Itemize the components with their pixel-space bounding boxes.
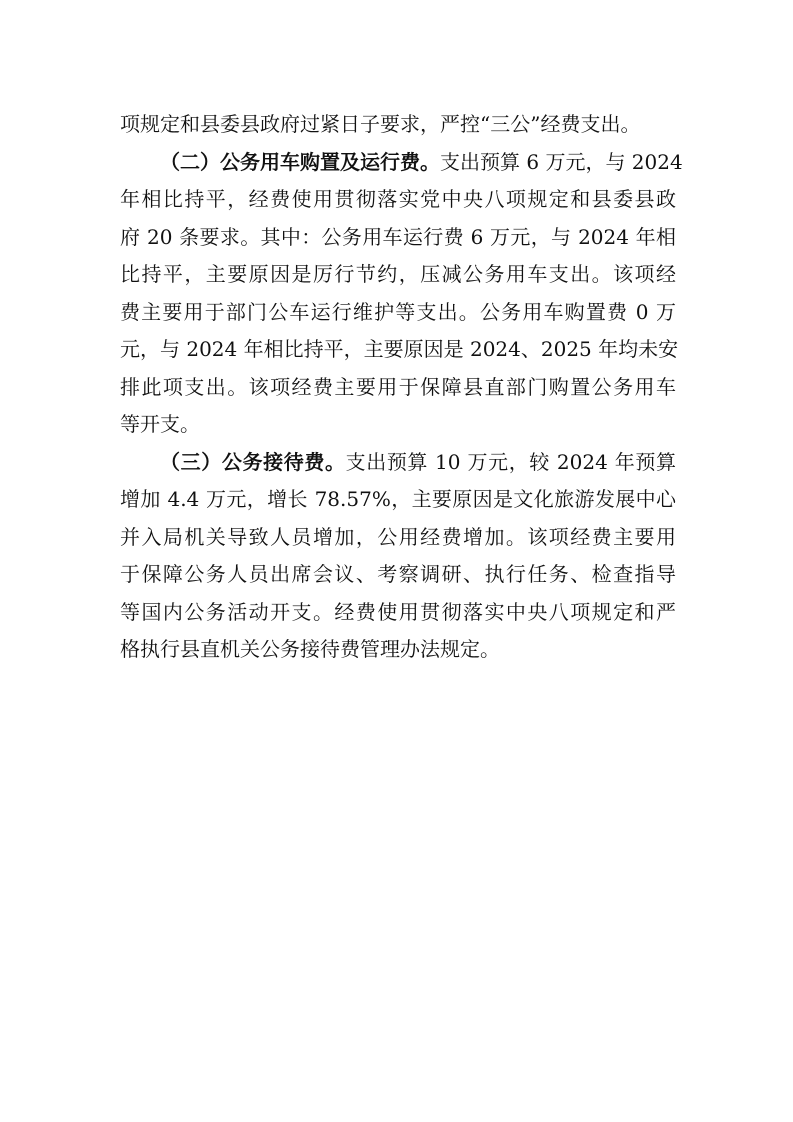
paragraph-line: [120, 444, 676, 482]
paragraph-line: 项规定和县委县政府过紧日子要求，严控“三公”经费支出。: [120, 112, 641, 136]
document-body: [120, 106, 683, 669]
paragraph-line: 并入局机关导致人员增加，公用经费增加。该项经费主要用: [120, 524, 676, 549]
paragraph-line: 排此项支出。该项经费主要用于保障县直部门购置公务用车: [120, 374, 676, 399]
section-heading-reception: （三）公务接待费。: [160, 449, 346, 474]
paragraph-line: [120, 144, 683, 182]
paragraph-line: 年相比持平，经费使用贯彻落实党中央八项规定和县委县政: [120, 187, 676, 211]
paragraph-line: 等国内公务活动开支。经费使用贯彻落实中央八项规定和严: [120, 599, 676, 624]
paragraph-line: 比持平，主要原因是厉行节约，压减公务用车支出。该项经: [120, 262, 676, 286]
paragraph-line: 元，与 2024 年相比持平，主要原因是 2024、2025 年均未安: [120, 337, 679, 361]
paragraph-line: 府 20 条要求。其中：公务用车运行费 6 万元，与 2024 年相: [120, 224, 676, 249]
paragraph-line: 等开支。: [120, 412, 200, 436]
section-heading-vehicle: （二）公务用车购置及运行费。: [160, 149, 440, 174]
paragraph-line: 格执行县直机关公务接待费管理办法规定。: [120, 637, 500, 661]
paragraph-line: 费主要用于部门公车运行维护等支出。公务用车购置费 0 万: [120, 299, 676, 324]
paragraph-line: 于保障公务人员出席会议、考察调研、执行任务、检查指导: [120, 562, 676, 586]
paragraph-text: 支出预算 6 万元，与 2024: [440, 149, 683, 174]
paragraph-text: 支出预算 10 万元，较 2024 年预算: [345, 449, 677, 474]
paragraph-line: 增加 4.4 万元，增长 78.57%，主要原因是文化旅游发展中心: [120, 487, 676, 511]
